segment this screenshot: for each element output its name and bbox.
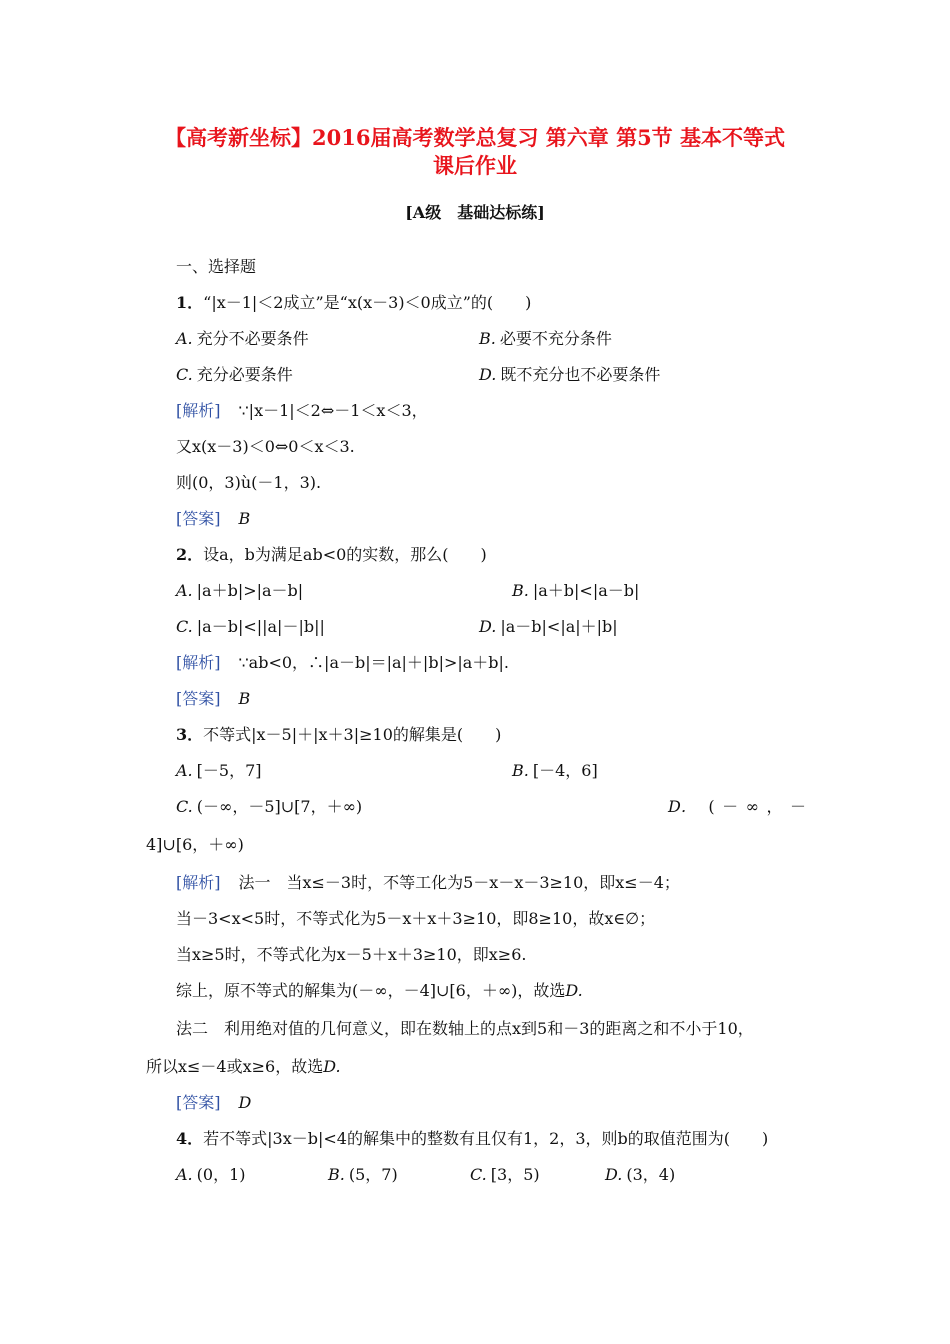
option-letter: A. — [176, 329, 193, 348]
q1-answer — [176, 508, 254, 530]
q2-analysis-1 — [176, 652, 509, 674]
document-subtitle: 课后作业 — [433, 153, 517, 178]
q4-option-d — [605, 1164, 675, 1186]
q1-option-c — [176, 364, 293, 386]
answer-label: [答案] — [176, 1093, 221, 1112]
choice-letter: D. — [565, 981, 583, 1000]
q3-analysis-3: 当x≥5时，不等式化为x－5＋x＋3≥10，即x≥6. — [176, 945, 527, 964]
q4-option-a — [176, 1164, 246, 1186]
q3-analysis-1 — [176, 872, 680, 894]
option-letter: C. — [470, 1165, 487, 1184]
question-number: 1． — [176, 293, 204, 312]
q3-analysis-6 — [146, 1056, 345, 1078]
option-text: (－∞，－5]∪[7，＋∞) — [196, 797, 363, 816]
q4-option-b — [328, 1164, 398, 1186]
option-text: |a－b|<|a|＋|b| — [500, 617, 618, 636]
analysis-text: 综上，原不等式的解集为(－∞，－4]∪[6，＋∞)，故选 — [176, 981, 566, 1000]
q1-analysis-3: 则(0，3)ù(－1，3). — [176, 473, 322, 492]
option-letter: C. — [176, 365, 193, 384]
question-text: 若不等式|3x－b|<4的解集中的整数有且仅有1，2，3，则b的取值范围为( ) — [203, 1129, 769, 1148]
q3-option-d — [668, 796, 806, 818]
option-text-part: ( — [708, 797, 715, 816]
analysis-text: ∵ab<0，∴|a－b|＝|a|＋|b|>|a＋b|. — [238, 653, 510, 672]
q1-option-a — [176, 328, 309, 350]
q3-option-d-continued: 4]∪[6，＋∞) — [146, 835, 244, 854]
question-number: 4． — [176, 1129, 204, 1148]
q3-option-a — [176, 760, 262, 782]
q3-option-c — [176, 796, 362, 818]
answer-value: D — [238, 1093, 252, 1112]
analysis-label: [解析] — [176, 653, 221, 672]
option-letter: A. — [176, 761, 193, 780]
option-text-part: ∞ — [745, 797, 759, 816]
option-letter: D. — [479, 365, 497, 384]
option-text: [3，5) — [490, 1165, 540, 1184]
q2-option-a — [176, 580, 303, 602]
option-letter: C. — [176, 797, 193, 816]
question-number: 2． — [176, 545, 204, 564]
document-title: 【高考新坐标】2016届高考数学总复习 第六章 第5节 基本不等式 — [165, 125, 785, 150]
option-text: 充分不必要条件 — [196, 329, 309, 348]
option-letter: D． — [668, 797, 697, 816]
option-text: [－4，6] — [532, 761, 598, 780]
question-number: 3． — [176, 725, 204, 744]
level-heading: [A级 基础达标练] — [405, 203, 545, 222]
q1-analysis-1 — [176, 400, 428, 422]
q2-option-b — [512, 580, 639, 602]
option-text: |a－b|<||a|－|b|| — [196, 617, 325, 636]
option-letter: C. — [176, 617, 193, 636]
analysis-label: [解析] — [176, 873, 221, 892]
option-letter: B. — [512, 581, 529, 600]
option-letter: D. — [479, 617, 497, 636]
option-letter: A. — [176, 1165, 193, 1184]
q4-option-c — [470, 1164, 540, 1186]
option-text-part: － — [789, 797, 806, 816]
option-text: [－5，7] — [196, 761, 262, 780]
option-letter: D. — [605, 1165, 623, 1184]
q2-option-c — [176, 616, 325, 638]
question-2 — [176, 544, 487, 566]
q3-analysis-5: 法二 利用绝对值的几何意义，即在数轴上的点x到5和－3的距离之和不小于10， — [176, 1019, 754, 1038]
q2-option-d — [479, 616, 618, 638]
question-1 — [176, 292, 531, 314]
question-text: 设a，b为满足ab<0的实数，那么( ) — [203, 545, 487, 564]
q1-analysis-2: 又x(x－3)＜0⇔0＜x＜3. — [176, 437, 355, 456]
option-text: 既不充分也不必要条件 — [500, 365, 661, 384]
option-text: (5，7) — [348, 1165, 398, 1184]
option-letter: A. — [176, 581, 193, 600]
answer-value: B — [238, 509, 251, 528]
answer-label: [答案] — [176, 689, 221, 708]
option-letter: B. — [512, 761, 529, 780]
question-3 — [176, 724, 501, 746]
option-text: 必要不充分条件 — [499, 329, 612, 348]
question-text: “|x－1|＜2成立”是“x(x－3)＜0成立”的( ) — [203, 293, 532, 312]
option-text: (3，4) — [626, 1165, 676, 1184]
option-text: 充分必要条件 — [196, 365, 293, 384]
option-text: (0，1) — [196, 1165, 246, 1184]
q3-analysis-4 — [176, 980, 587, 1002]
question-text: 不等式|x－5|＋|x＋3|≥10的解集是( ) — [203, 725, 502, 744]
analysis-text: 法一 当x≤－3时，不等工化为5－x－x－3≥10，即x≤－4； — [238, 873, 680, 892]
option-text-part: ， — [766, 797, 783, 816]
answer-label: [答案] — [176, 509, 221, 528]
analysis-text: 所以x≤－4或x≥6，故选 — [146, 1057, 324, 1076]
answer-value: B — [238, 689, 251, 708]
analysis-label: [解析] — [176, 401, 221, 420]
option-text: |a＋b|<|a－b| — [532, 581, 640, 600]
analysis-text: ∵|x－1|＜2⇔－1＜x＜3， — [238, 401, 428, 420]
option-letter: B. — [328, 1165, 345, 1184]
q3-analysis-2: 当－3<x<5时，不等式化为5－x＋x＋3≥10，即8≥10，故x∈∅； — [176, 909, 656, 928]
q1-option-d — [479, 364, 660, 386]
q1-option-b — [479, 328, 612, 350]
q2-answer — [176, 688, 254, 710]
question-4 — [176, 1128, 768, 1150]
choice-letter: D. — [323, 1057, 341, 1076]
q3-answer — [176, 1092, 255, 1114]
section-heading: 一、选择题 — [176, 257, 257, 276]
option-letter: B. — [479, 329, 496, 348]
option-text-part: － — [722, 797, 739, 816]
q3-option-b — [512, 760, 598, 782]
option-text: |a＋b|>|a－b| — [196, 581, 304, 600]
